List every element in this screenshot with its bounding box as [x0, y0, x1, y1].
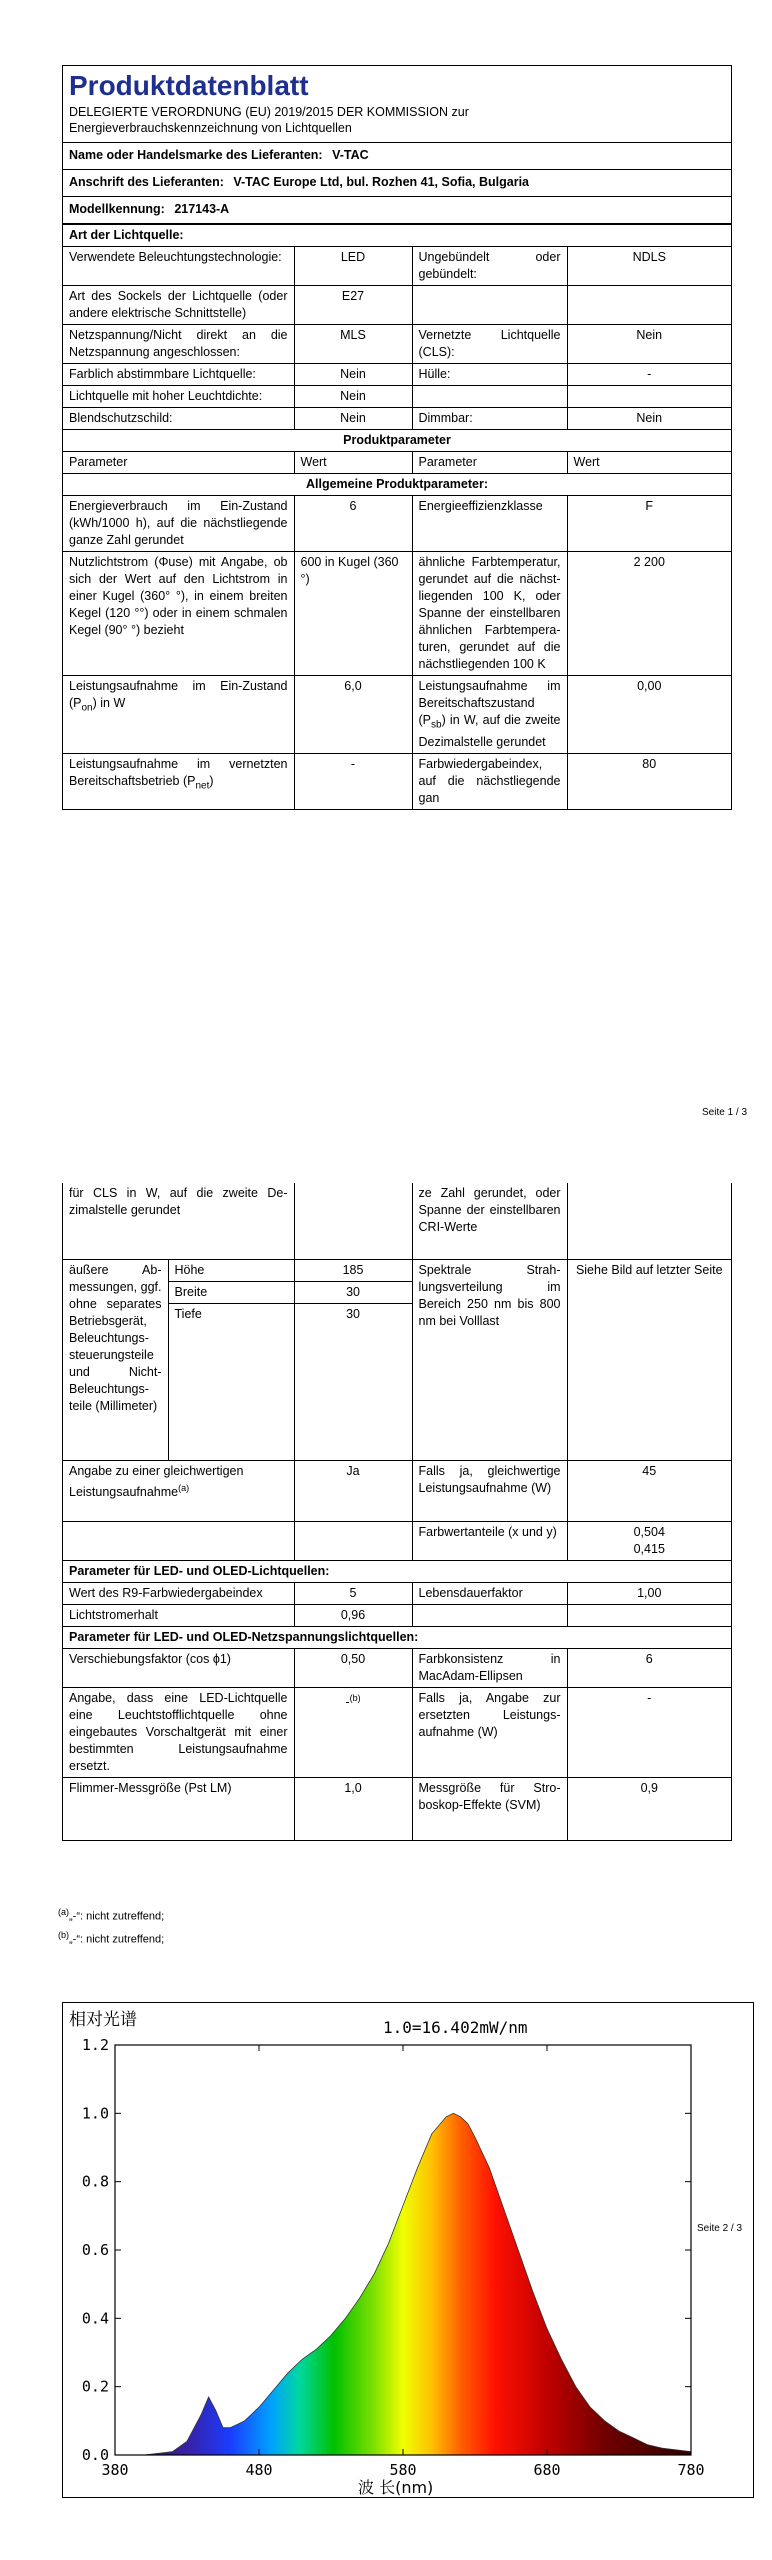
networked-standby-label [63, 753, 294, 809]
cap-type-value: E27 [294, 286, 412, 325]
replaced-power-value: - [567, 1688, 731, 1778]
footnote-a [58, 1907, 164, 1923]
model-value: 217143-A [174, 202, 230, 216]
on-mode-power-label [63, 676, 294, 754]
technology-label: Verwendete Beleuchtungstechnologie: [63, 247, 294, 286]
page-title: Produktdatenblatt [69, 70, 309, 101]
dimmable-value: Nein [567, 408, 731, 430]
table-row [63, 552, 731, 676]
footnote-a-text: „-“: nicht zutreffend; [69, 1910, 165, 1923]
svm-label: Messgröße für Stroboskop-Effekte (SVM) [412, 1778, 567, 1841]
y-tick-label: 1.2 [81, 2036, 109, 2054]
table-row [63, 364, 731, 386]
pon-text-b: ) in W [92, 696, 126, 710]
y-tick-label: 0.8 [81, 2172, 109, 2191]
empty-cell [567, 286, 731, 325]
envelope-label: Hülle: [412, 364, 567, 386]
page-number-1: Seite 1 / 3 [702, 1107, 748, 1118]
general-parameters-title: Allgemeine Produktparameter: [63, 474, 731, 496]
chart-title: 相对光谱 [69, 2010, 137, 2030]
table-row [63, 676, 731, 754]
depth-label: Tiefe [168, 1304, 294, 1461]
dimmable-label: Dimmbar: [412, 408, 567, 430]
cri-label-cont: ze Zahl gerundet, oder Spanne der einstellbaren CRI-Werte [412, 1183, 567, 1260]
empty-cell [63, 1522, 294, 1561]
x-axis-label: 波 长(nm) [358, 2478, 434, 2497]
col-value: Wert [567, 452, 731, 474]
col-parameter: Parameter [412, 452, 567, 474]
table-header-row [63, 452, 731, 474]
equivalent-power-label: Falls ja, gleichwertige Leistungsaufnahme (W) [412, 1461, 567, 1522]
supplier-address-value: V-TAC Europe Ltd, bul. Rozhen 41, Sofia, Bulgaria [233, 175, 529, 189]
pnet-subscript: net [195, 780, 210, 791]
footnote-marker-a: (a) [178, 1483, 190, 1493]
standby-power-value: 0,00 [567, 676, 731, 754]
width-value: 30 [294, 1282, 412, 1304]
empty-cell [412, 1605, 567, 1627]
equivalent-power-claim-label [63, 1461, 294, 1522]
mains-value: MLS [294, 325, 412, 364]
empty-cell [412, 386, 567, 408]
tunable-value: Nein [294, 364, 412, 386]
footnote-b-text: „-“: nicht zutreffend; [69, 1933, 165, 1946]
height-value: 185 [294, 1260, 412, 1282]
standby-power-label [412, 676, 567, 754]
cls-label: Vernetzte Lichtquelle (CLS): [412, 325, 567, 364]
footnote-b [58, 1930, 164, 1946]
pon-subscript: on [81, 702, 93, 714]
energy-consumption-value: 6 [294, 496, 412, 552]
svm-value: 0,9 [567, 1778, 731, 1841]
chromaticity-label: Farbwertanteile (x und y) [412, 1522, 567, 1561]
lumen-maintenance-value: 0,96 [294, 1605, 412, 1627]
empty-cell [567, 1605, 731, 1627]
table-row [63, 286, 731, 325]
chart-annotation: 1.0=16.402mW/nm [383, 2018, 528, 2037]
supplier-name-row [63, 143, 731, 170]
macadam-label: Farbkonsistenz in MacAdam-Ellipsen [412, 1649, 567, 1688]
lumen-maintenance-label: Lichtstromerhalt [63, 1605, 294, 1627]
chromaticity-value [567, 1522, 731, 1561]
empty-cell [567, 386, 731, 408]
anti-glare-label: Blendschutzschild: [63, 408, 294, 430]
light-source-table [63, 224, 731, 810]
cri-value: 80 [567, 753, 731, 809]
equivalent-power-value: 45 [567, 1461, 731, 1522]
cls-value: Nein [567, 325, 731, 364]
equiv-text: Angabe zu einer gleichwertigen Leistungsaufnahme [69, 1464, 244, 1500]
pnet-text-b: ) [209, 773, 214, 788]
chromaticity-x: 0,504 [633, 1525, 665, 1539]
table-row [63, 1605, 731, 1627]
chart-axes [82, 2036, 705, 2479]
table-row [63, 408, 731, 430]
tunable-label: Farblich abstimmbare Lichtquelle: [63, 364, 294, 386]
table-row [63, 496, 731, 552]
psb-subscript: sb [431, 719, 442, 731]
spectrum-chart-frame [62, 2002, 754, 2498]
width-label: Breite [168, 1282, 294, 1304]
high-luminance-label: Lichtquelle mit hoher Leuchtdichte: [63, 386, 294, 408]
supplier-address-label: Anschrift des Lieferanten: [69, 175, 224, 189]
table-row [63, 1583, 731, 1605]
cct-value: 2 200 [567, 552, 731, 676]
empty-cell [567, 1183, 731, 1260]
supplier-address-row [63, 170, 731, 197]
regulation-line-2: Energieverbrauchskennzeichnung von Lichtquellen [69, 121, 352, 135]
on-mode-power-value: 6,0 [294, 676, 412, 754]
footnote-a-mark: (a) [58, 1907, 69, 1917]
high-luminance-value: Nein [294, 386, 412, 408]
survival-factor-value: 1,00 [567, 1583, 731, 1605]
pon-text-a: Leistungsaufnahme im Ein-Zustand (P [69, 679, 288, 710]
spectral-distribution-value: Siehe Bild auf letzter Seite [567, 1260, 731, 1461]
replacement-claim-value [294, 1688, 412, 1778]
cct-label: ähnliche Farbtemperatur, gerundet auf die nächstliegenden 100 K, oder Spanne der einstellbaren ähnlichen Farbtemperaturen, gerundet auf die nächstliegenden 100 K [412, 552, 567, 676]
y-tick-label: 1.0 [81, 2104, 109, 2123]
technology-value: LED [294, 247, 412, 286]
datasheet-page-2 [62, 1183, 732, 1841]
psb-text-b: ) in W, auf die zweite Dezimalstelle gerundet [418, 713, 561, 749]
cap-type-label: Art des Sockels der Lichtquelle (oder andere elektrische Schnittstelle) [63, 286, 294, 325]
r9-value: 5 [294, 1583, 412, 1605]
table-row [63, 1183, 731, 1260]
datasheet-page-1 [62, 65, 732, 810]
table-row [63, 247, 731, 286]
empty-cell [294, 1183, 412, 1260]
replaced-power-label: Falls ja, Angabe zur ersetzten Leistungsaufnahme (W) [412, 1688, 567, 1778]
model-label: Modellkennung: [69, 202, 165, 216]
survival-factor-label: Lebensdauerfaktor [412, 1583, 567, 1605]
empty-cell [294, 1522, 412, 1561]
anti-glare-value: Nein [294, 408, 412, 430]
mains-led-parameters-title: Parameter für LED- und OLED-Netzspannungslichtquellen: [63, 1627, 731, 1649]
x-tick-label: 480 [245, 2461, 273, 2479]
table-row [63, 1649, 731, 1688]
regulation-line-1: DELEGIERTE VERORDNUNG (EU) 2019/2015 DER KOMMISSION zur [69, 105, 469, 119]
luminous-flux-label: Nutzlichtstrom (Φuse) mit Angabe, ob sich der Wert auf den Lichtstrom in einer Kugel (360° °), in einem breiten Kegel (120 °°) oder in einem schmalen Kegel (90° °) bezieht [63, 552, 294, 676]
y-tick-label: 0.6 [81, 2241, 109, 2259]
table-row [63, 1778, 731, 1841]
dimensions-label: äußere Abmessungen, ggf. ohne separates Betriebsgerät, Beleuchtungssteuerungsteile und Nicht-Beleuchtungsteile (Millimeter) [63, 1260, 168, 1461]
r9-label: Wert des R9-Farbwiedergabeindex [63, 1583, 294, 1605]
chromaticity-y: 0,415 [633, 1542, 665, 1556]
table-row [63, 1522, 731, 1561]
equivalent-power-claim-value: Ja [294, 1461, 412, 1522]
displacement-factor-label: Verschiebungsfaktor (cos ϕ1) [63, 1649, 294, 1688]
spectrum-area [115, 2113, 691, 2455]
x-tick-label: 780 [677, 2461, 705, 2479]
envelope-value: - [567, 364, 731, 386]
col-parameter: Parameter [63, 452, 294, 474]
networked-standby-label-cont: für CLS in W, auf die zweite Dezimalstelle gerundet [63, 1183, 294, 1260]
table-row [63, 1688, 731, 1778]
directional-label: Ungebündelt oder gebündelt: [412, 247, 567, 286]
psb-text-a: Leistungsaufnahme im Bereitschaftszustand (P [418, 679, 561, 727]
y-tick-label: 0.0 [81, 2446, 109, 2464]
flicker-value: 1,0 [294, 1778, 412, 1841]
energy-consumption-label: Energieverbrauch im Ein-Zustand (kWh/1000 h), auf die nächstliegende ganze Zahl gerundet [63, 496, 294, 552]
flicker-label: Flimmer-Messgröße (Pst LM) [63, 1778, 294, 1841]
table-row [63, 1260, 731, 1282]
networked-standby-value: - [294, 753, 412, 809]
parameters-table-continued [63, 1183, 731, 1841]
x-tick-label: 380 [101, 2461, 129, 2479]
directional-value: NDLS [567, 247, 731, 286]
macadam-value: 6 [567, 1649, 731, 1688]
product-parameters-title: Produktparameter [63, 430, 731, 452]
cri-label: Farbwiedergabeindex, auf die nächstliegende gan [412, 753, 567, 809]
pnet-text-a: Leistungsaufnahme im vernetzten Bereitschaftsbetrieb (P [69, 756, 288, 788]
col-value: Wert [294, 452, 412, 474]
table-row [63, 753, 731, 809]
energy-class-value: F [567, 496, 731, 552]
empty-cell [412, 286, 567, 325]
spectral-distribution-label: Spektrale Strahlungsverteilung im Bereich 250 nm bis 800 nm bei Volllast [412, 1260, 567, 1461]
replacement-claim-label: Angabe, dass eine LED-Lichtquelle eine Leuchtstofflichtquelle ohne eingebautes Vorschaltgerät mit einer bestimmten Leistungsaufnahme ersetzt. [63, 1688, 294, 1778]
luminous-flux-value: 600 in Kugel (360 °) [294, 552, 412, 676]
table-row [63, 386, 731, 408]
supplier-name-label: Name oder Handelsmarke des Lieferanten: [69, 148, 323, 162]
y-tick-label: 0.4 [81, 2309, 109, 2328]
depth-value: 30 [294, 1304, 412, 1461]
spectrum-chart [63, 2003, 753, 2497]
x-tick-label: 580 [389, 2461, 417, 2479]
model-row [63, 197, 731, 224]
light-source-section-title: Art der Lichtquelle: [63, 225, 731, 247]
footnote-b-mark: (b) [58, 1930, 69, 1940]
table-row [63, 325, 731, 364]
replace-dash: - [345, 1695, 350, 1710]
led-parameters-title: Parameter für LED- und OLED-Lichtquellen: [63, 1561, 731, 1583]
table-row [63, 1461, 731, 1522]
page-number-2: Seite 2 / 3 [697, 2223, 743, 2234]
regulation-text [63, 104, 731, 143]
supplier-name-value: V-TAC [332, 148, 369, 162]
height-label: Höhe [168, 1260, 294, 1282]
energy-class-label: Energieeffizienzklasse [412, 496, 567, 552]
displacement-factor-value: 0,50 [294, 1649, 412, 1688]
y-tick-label: 0.2 [81, 2377, 109, 2396]
mains-label: Netzspannung/Nicht direkt an die Netzspannung angeschlossen: [63, 325, 294, 364]
x-tick-label: 680 [533, 2461, 561, 2479]
footnote-marker-b: (b) [349, 1693, 361, 1703]
